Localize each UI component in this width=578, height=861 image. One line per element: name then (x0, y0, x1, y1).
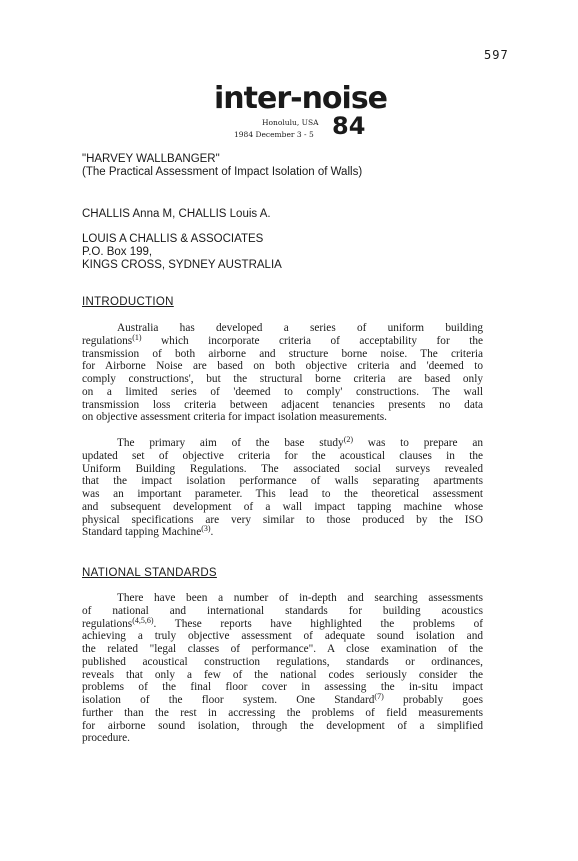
national-standards-paragraph-1 (82, 592, 483, 745)
text-line: isolation of the floor system. One Standard$^{(7)}$ probably goes (82, 692, 483, 706)
text-line: was an important parameter. This lead to the theoretical assessment (82, 488, 483, 500)
text-line: There have been a number of in-depth and searching assessments (117, 592, 483, 604)
text-line: Australia has developed a series of uniform building (117, 322, 483, 334)
logo-city: Honolulu, USA (262, 118, 319, 127)
text-line: on objective assessment criteria for impact isolation measurements. (82, 411, 387, 424)
text-line: comply constructions', but the structural borne criteria are based only (82, 373, 483, 385)
introduction-paragraph-2 (82, 437, 483, 539)
page-number: 597 (484, 48, 509, 62)
text-line: on a limited series of 'deemed to comply' constructions. The wall (82, 385, 483, 398)
text-line: and subsequent development of a wall impact tapping machine whose (82, 500, 483, 513)
text-line: for Airborne Noise are based on both objective criteria and 'deemed to (82, 360, 483, 373)
text-line: Standard tapping Machine$^{(3)}$. (82, 524, 214, 539)
affiliation-line-2: P.O. Box 199, (82, 246, 153, 258)
text-line: published acoustical construction regulations, standards or ordinances, (82, 655, 483, 668)
text-line: that the impact isolation performance of walls separating apartments (82, 475, 483, 488)
section-heading-introduction: INTRODUCTION (82, 296, 174, 308)
text-line: achieving a truly objective assessment of adequate sound isolation and (82, 630, 483, 643)
text-line: procedure. (82, 732, 130, 745)
title-line-1: "HARVEY WALLBANGER" (82, 153, 220, 165)
text-line: Uniform Building Regulations. The associated social surveys revealed (82, 462, 483, 475)
text-line: the related "legal classes of performance". A close examination of the (82, 643, 483, 655)
text-line: transmission of both airborne and structure borne noise. The criteria (82, 347, 483, 360)
introduction-paragraph-1 (82, 322, 483, 424)
authors: CHALLIS Anna M, CHALLIS Louis A. (82, 208, 271, 220)
affiliation-line-3: KINGS CROSS, SYDNEY AUSTRALIA (82, 259, 282, 271)
text-line: regulations$^{(1)}$ which incorporate criteria of acceptability for the (82, 332, 483, 347)
title-line-2: (The Practical Assessment of Impact Isolation of Walls) (82, 166, 363, 178)
logo-date: 1984 December 3 - 5 (234, 130, 314, 139)
section-heading-national-standards: NATIONAL STANDARDS (82, 567, 217, 579)
logo-year: 84 (332, 112, 366, 140)
text-line: The primary aim of the base study$^{(2)}$ was to prepare an (117, 435, 483, 449)
text-line: physical specifications are very similar to those produced by the ISO (82, 513, 483, 526)
text-line: further than the rest in accressing the problems of field measurements (82, 706, 483, 719)
text-line: of national and international standards for building acoustics (82, 604, 483, 617)
text-line: problems of the final floor cover in assessing the in-situ impact (82, 681, 483, 694)
text-line: for airborne sound isolation, through the development of a simplified (82, 719, 483, 732)
logo-wordmark: inter-noise (214, 81, 388, 116)
affiliation-line-1: LOUIS A CHALLIS & ASSOCIATES (82, 233, 264, 245)
text-line: transmission loss criteria between adjacent tenancies presents no data (82, 398, 483, 411)
text-line: updated set of objective criteria for the acoustical clauses in the (82, 449, 483, 462)
text-line: reveals that only a few of the national codes seriously consider the (82, 668, 483, 681)
text-line: regulations$^{(4,5,6)}$. These reports have highlighted the problems of (82, 615, 483, 630)
